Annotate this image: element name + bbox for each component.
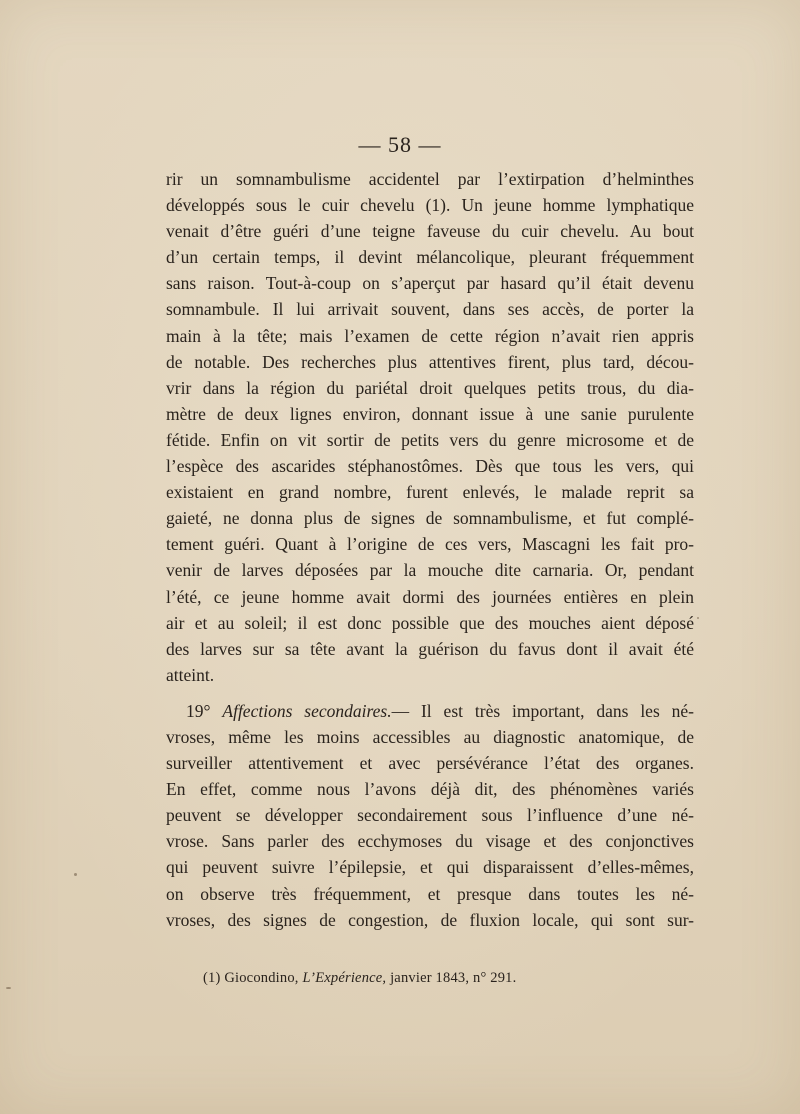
text-line: l’été, ce jeune homme avait dormi des journées entières en plein [166,586,694,607]
text-line: d’un certain temps, il devint mélancolique, pleurant fréquemment [166,247,694,268]
text-line: vrose. Sans parler des ecchymoses du visage et des conjonctives [166,831,694,852]
text-line: développés sous le cuir chevelu (1). Un jeune homme lymphatique [166,195,694,216]
text-line: de notable. Des recherches plus attentives firent, plus tard, décou- [166,351,694,372]
text-line: peuvent se développer secondairement sous l’influence d’une né- [166,805,694,826]
text-line: air et au soleil; il est donc possible que des mouches aient déposé [166,612,694,633]
text-line: rir un somnambulisme accidentel par l’extirpation d’helminthes [166,169,694,189]
section-number: 19° [186,700,211,721]
text-line: gaieté, ne donna plus de signes de somnambulisme, et fut complé- [166,508,694,529]
text-line: atteint. [166,664,215,685]
text-line: des larves sur sa tête avant la guérison du favus dont il avait été [166,638,694,659]
section-title: Affections secondaires. [222,700,392,721]
text-line: existaient en grand nombre, furent enlevés, le malade reprit sa [166,482,694,503]
paper-speck [697,617,699,619]
body-text [166,166,694,933]
text-line: vrir dans la région du pariétal droit quelques petits trous, du dia- [166,377,694,398]
text-line: En effet, comme nous l’avons déjà dit, des phénomènes variés [166,779,694,800]
text-line: venir de larves déposées par la mouche dite carnaria. Or, pendant [166,560,694,581]
page-number: — 58 — [358,132,442,157]
text-line: l’espèce des ascarides stéphanostômes. Dès que tous les vers, qui [166,456,694,477]
text-line: main à la tête; mais l’examen de cette région n’avait rien appris [166,325,694,346]
text-line: qui peuvent suivre l’épilepsie, et qui disparaissent d’elles-mêmes, [166,857,694,878]
text-line: venait d’être guéri d’une teigne faveuse du cuir chevelu. Au bout [166,221,694,242]
section-first-line: — Il est très important, dans les né- [391,700,694,721]
paper-speck [6,987,11,989]
text-line: somnambule. Il lui arrivait souvent, dans ses accès, de porter la [166,299,694,320]
footnote-citation: janvier 1843, n° 291. [390,970,517,986]
section-heading-line [166,698,694,724]
text-line: sans raison. Tout-à-coup on s’aperçut par hasard qu’il était devenu [166,273,694,294]
text-line: vroses, des signes de congestion, de fluxion locale, qui sont sur- [166,909,694,930]
footnote-journal: L’Expérience, [302,970,387,986]
text-line: mètre de deux lignes environ, donnant issue à une sanie purulente [166,403,694,424]
paragraph-gap [166,688,694,698]
paper-speck [74,873,77,876]
text-line: fétide. Enfin on vit sortir de petits vers du genre microsome et de [166,429,694,450]
footnote [203,970,516,987]
text-line: on observe très fréquemment, et presque dans toutes les né- [166,883,694,904]
text-line: vroses, même les moins accessibles au diagnostic anatomique, de [166,726,694,747]
text-line: surveiller attentivement et avec persévérance l’état des organes. [166,753,694,774]
text-line: tement guéri. Quant à l’origine de ces vers, Mascagni les fait pro- [166,534,694,555]
footnote-author: (1) Giocondino, [203,970,299,986]
